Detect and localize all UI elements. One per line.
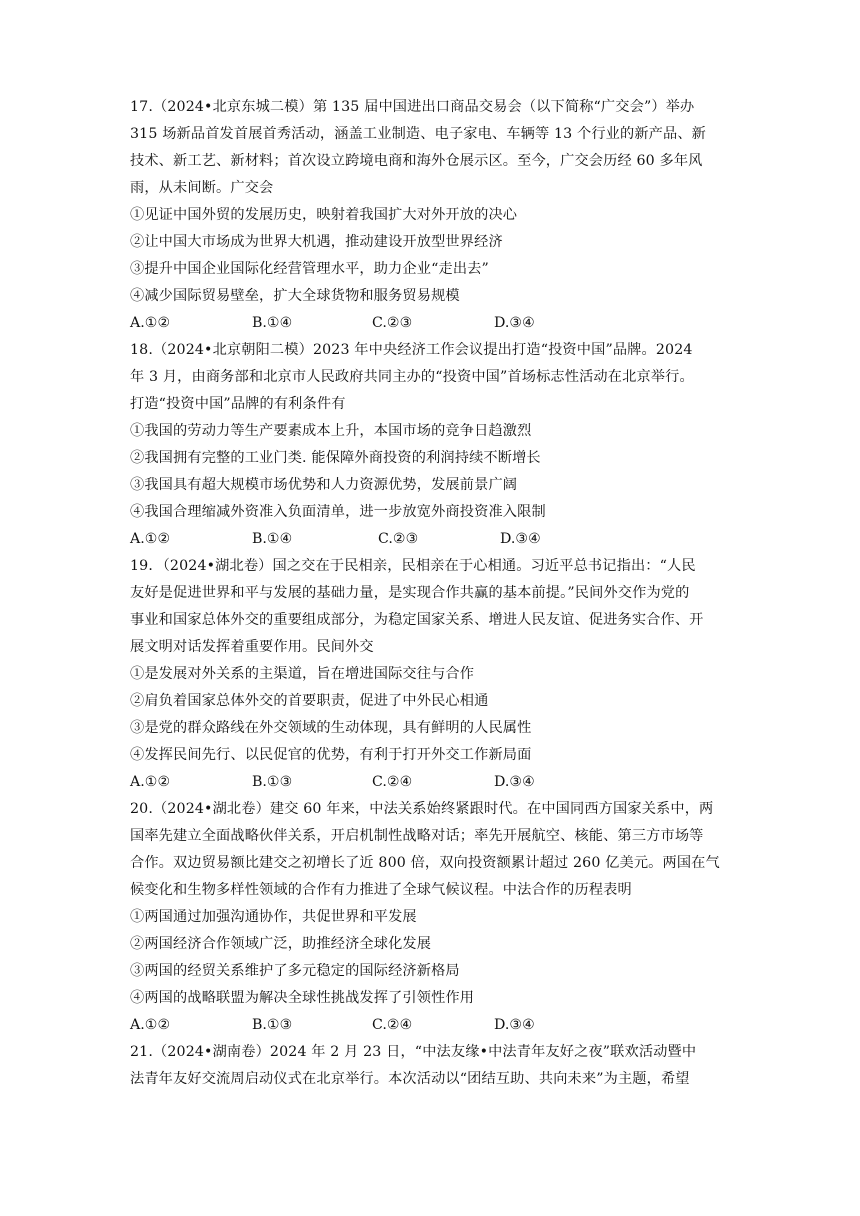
- document-page: [130, 94, 742, 1093]
- question-stem-line: 法青年友好交流周启动仪式在北京举行。本次活动以“团结互助、共向未来”为主题，希望: [130, 1071, 690, 1087]
- question-stem-line: 315 场新品首发首展首秀活动，涵盖工业制造、电子家电、车辆等 13 个行业的新产品、新: [130, 126, 707, 142]
- option-d: D.③④: [494, 1017, 535, 1033]
- statement-1: ①是发展对外关系的主渠道，旨在增进国际交往与合作: [130, 666, 475, 682]
- question-stem-line: 21.（2024•湖南卷）2024 年 2 月 23 日，“中法友缘•中法青年友好之夜”联欢活动暨中: [130, 1044, 697, 1060]
- statement-3: ③提升中国企业国际化经营管理水平，助力企业“走出去”: [130, 261, 489, 277]
- statement-2: ②让中国大市场成为世界大机遇，推动建设开放型世界经济: [130, 234, 503, 250]
- question-stem-line: 合作。双边贸易额比建交之初增长了近 800 倍，双向投资额累计超过 260 亿美元。两国在气: [130, 855, 720, 871]
- question-17: [130, 94, 742, 337]
- question-stem-line: 年 3 月，由商务部和北京市人民政府共同主办的“投资中国”首场标志性活动在北京举行。: [130, 369, 694, 385]
- question-stem-line: 20.（2024•湖北卷）建交 60 年来，中法关系始终紧跟时代。在中国同西方国家关系中，两: [130, 801, 714, 817]
- question-stem-line: 事业和国家总体外交的重要组成部分，为稳定国家关系、增进人民友谊、促进务实合作、开: [130, 612, 704, 628]
- option-b: B.①④: [252, 531, 293, 547]
- question-stem-line: 国率先建立全面战略伙伴关系，开启机制性战略对话；率先开展航空、核能、第三方市场等: [130, 828, 704, 844]
- option-d: D.③④: [500, 531, 541, 547]
- option-a: A.①②: [130, 1017, 171, 1033]
- option-c: C.②④: [372, 1017, 413, 1033]
- statement-2: ②肩负着国家总体外交的首要职责，促进了中外民心相通: [130, 693, 489, 709]
- statement-2: ②两国经济合作领域广泛，助推经济全球化发展: [130, 936, 432, 952]
- option-d: D.③④: [494, 774, 535, 790]
- answer-options: [130, 769, 742, 796]
- question-19: [130, 553, 742, 796]
- question-stem-line: 打造“投资中国”品牌的有利条件有: [130, 396, 346, 412]
- answer-options: [130, 526, 742, 553]
- option-a: A.①②: [130, 315, 171, 331]
- question-stem-line: 17.（2024•北京东城二模）第 135 届中国进出口商品交易会（以下简称“广交会”）举办: [130, 99, 695, 115]
- question-stem-line: 19．（2024•湖北卷）国之交在于民相亲，民相亲在于心相通。习近平总书记指出：“人民: [130, 558, 696, 574]
- statement-3: ③我国具有超大规模市场优势和人力资源优势，发展前景广阔: [130, 477, 518, 493]
- option-c: C.②③: [372, 315, 413, 331]
- statement-1: ①我国的劳动力等生产要素成本上升，本国市场的竞争日趋激烈: [130, 423, 532, 439]
- option-b: B.①④: [252, 315, 293, 331]
- statement-3: ③两国的经贸关系维护了多元稳定的国际经济新格局: [130, 963, 460, 979]
- statement-2: ②我国拥有完整的工业门类. 能保障外商投资的利润持续不断增长: [130, 450, 541, 466]
- question-20: [130, 796, 742, 1039]
- question-stem-line: 友好是促进世界和平与发展的基础力量，是实现合作共赢的基本前提。”民间外交作为党的: [130, 585, 690, 601]
- statement-4: ④发挥民间先行、以民促官的优势，有利于打开外交工作新局面: [130, 747, 532, 763]
- question-stem-line: 候变化和生物多样性领域的合作有力推进了全球气候议程。中法合作的历程表明: [130, 882, 632, 898]
- answer-options: [130, 1012, 742, 1039]
- statement-4: ④减少国际贸易壁垒，扩大全球货物和服务贸易规模: [130, 288, 460, 304]
- option-c: C.②③: [378, 531, 419, 547]
- statement-4: ④两国的战略联盟为解决全球性挑战发挥了引领性作用: [130, 990, 475, 1006]
- option-a: A.①②: [130, 531, 171, 547]
- question-stem-line: 技术、新工艺、新材料；首次设立跨境电商和海外仓展示区。至今，广交会历经 60 多年风: [130, 153, 703, 169]
- option-d: D.③④: [494, 315, 535, 331]
- question-stem-line: 雨，从未间断。广交会: [130, 180, 274, 196]
- statement-1: ①两国通过加强沟通协作，共促世界和平发展: [130, 909, 417, 925]
- question-stem-line: 18.（2024•北京朝阳二模）2023 年中央经济工作会议提出打造“投资中国”品牌。2024: [130, 342, 693, 358]
- option-b: B.①③: [252, 774, 293, 790]
- statement-4: ④我国合理缩减外资准入负面清单，进一步放宽外商投资准入限制: [130, 504, 546, 520]
- statement-1: ①见证中国外贸的发展历史，映射着我国扩大对外开放的决心: [130, 207, 518, 223]
- answer-options: [130, 310, 742, 337]
- statement-3: ③是党的群众路线在外交领域的生动体现，具有鲜明的人民属性: [130, 720, 532, 736]
- option-b: B.①③: [252, 1017, 293, 1033]
- question-stem-line: 展文明对话发挥着重要作用。民间外交: [130, 639, 374, 655]
- option-c: C.②④: [372, 774, 413, 790]
- question-21: [130, 1039, 742, 1093]
- option-a: A.①②: [130, 774, 171, 790]
- question-18: [130, 337, 742, 553]
